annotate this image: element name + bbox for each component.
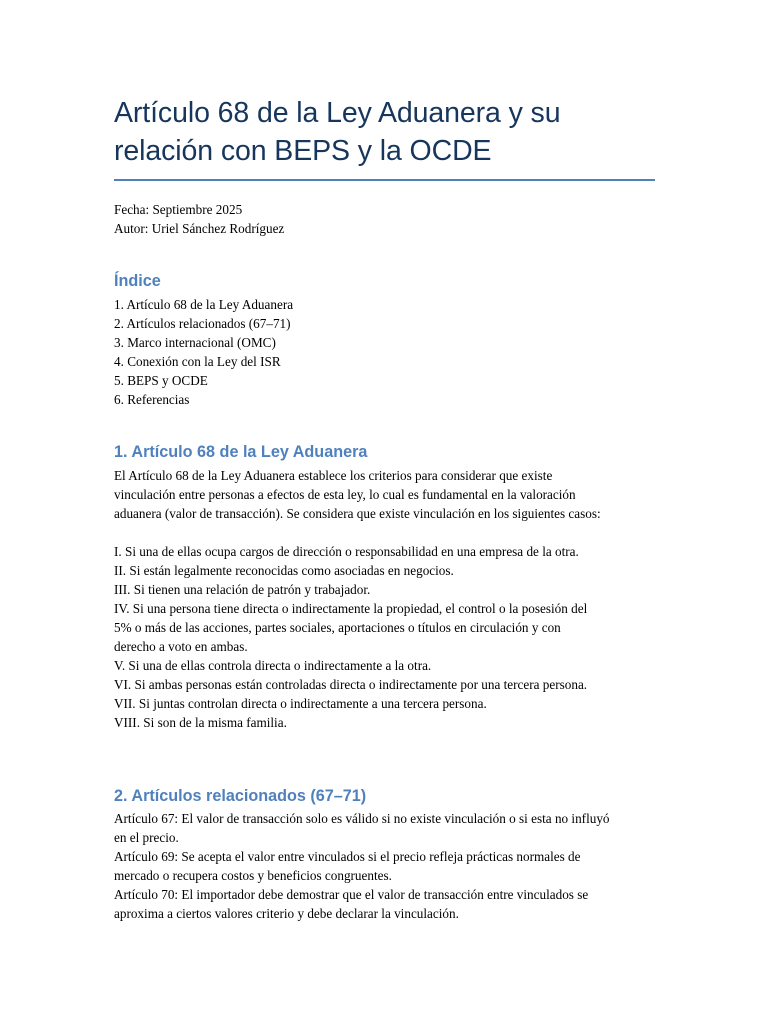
paragraph-line: Artículo 67: El valor de transacción solo es válido si no existe vinculación o si esta no influyó xyxy=(114,811,610,826)
section-1-intro xyxy=(114,466,659,523)
case-line: VIII. Si son de la misma familia. xyxy=(114,715,287,730)
index-item: 1. Artículo 68 de la Ley Aduanera xyxy=(114,297,294,312)
case-line: II. Si están legalmente reconocidas como asociadas en negocios. xyxy=(114,563,454,578)
index-item: 5. BEPS y OCDE xyxy=(114,373,208,388)
section-1-cases xyxy=(114,542,659,732)
index-heading: Índice xyxy=(114,272,161,290)
index-item: 3. Marco internacional (OMC) xyxy=(114,335,276,350)
document-meta xyxy=(114,200,659,238)
paragraph-line: mercado o recupera costos y beneficios congruentes. xyxy=(114,868,392,883)
paragraph-line: vinculación entre personas a efectos de esta ley, lo cual es fundamental en la valoración xyxy=(114,487,576,502)
case-line: VII. Si juntas controlan directa o indirectamente a una tercera persona. xyxy=(114,696,487,711)
index-item: 4. Conexión con la Ley del ISR xyxy=(114,354,281,369)
section-1-heading: 1. Artículo 68 de la Ley Aduanera xyxy=(114,443,368,461)
date-line: Fecha: Septiembre 2025 xyxy=(114,202,243,217)
index-item: 6. Referencias xyxy=(114,392,190,407)
case-line: 5% o más de las acciones, partes sociales, aportaciones o títulos en circulación y con xyxy=(114,620,561,635)
paragraph-line: El Artículo 68 de la Ley Aduanera establece los criterios para considerar que existe xyxy=(114,468,553,483)
section-2-heading: 2. Artículos relacionados (67–71) xyxy=(114,787,367,805)
title-underline xyxy=(114,179,655,181)
case-line: V. Si una de ellas controla directa o indirectamente a la otra. xyxy=(114,658,432,673)
author-line: Autor: Uriel Sánchez Rodríguez xyxy=(114,221,285,236)
paragraph-line: Artículo 70: El importador debe demostrar que el valor de transacción entre vinculados se xyxy=(114,887,589,902)
case-line: derecho a voto en ambas. xyxy=(114,639,248,654)
paragraph-line: Artículo 69: Se acepta el valor entre vinculados si el precio refleja prácticas normales de xyxy=(114,849,581,864)
case-line: IV. Si una persona tiene directa o indirectamente la propiedad, el control o la posesión del xyxy=(114,601,588,616)
index-list xyxy=(114,295,659,409)
index-item: 2. Artículos relacionados (67–71) xyxy=(114,316,291,331)
paragraph-line: en el precio. xyxy=(114,830,179,845)
document-title: Artículo 68 de la Ley Aduanera y su relación con BEPS y la OCDE xyxy=(114,97,561,167)
paragraph-line: aproxima a ciertos valores criterio y debe declarar la vinculación. xyxy=(114,906,459,921)
case-line: VI. Si ambas personas están controladas directa o indirectamente por una tercera persona. xyxy=(114,677,588,692)
paragraph-line: aduanera (valor de transacción). Se considera que existe vinculación en los siguientes casos: xyxy=(114,506,601,521)
case-line: I. Si una de ellas ocupa cargos de dirección o responsabilidad en una empresa de la otra. xyxy=(114,544,579,559)
case-line: III. Si tienen una relación de patrón y trabajador. xyxy=(114,582,371,597)
section-2-body xyxy=(114,809,659,923)
